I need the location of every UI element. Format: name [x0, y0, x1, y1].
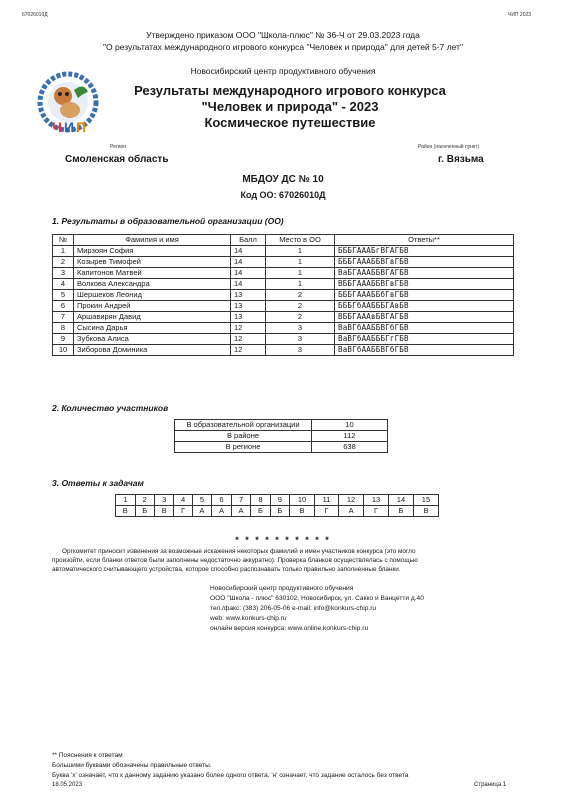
- organization-code: Код ОО: 67026010Д: [240, 190, 326, 200]
- answer-correct-letter: Б: [270, 506, 289, 517]
- participant-name: Прокин Андрей: [74, 301, 231, 312]
- answer-correct-letter: Б: [389, 506, 414, 517]
- col-name: Фамилия и имя: [74, 235, 231, 246]
- participant-name: Зиборова Доминика: [74, 345, 231, 356]
- answer-task-number: 4: [174, 495, 192, 506]
- contact-line: Новосибирский центр продуктивного обучения: [210, 585, 354, 592]
- row-number: 7: [53, 312, 74, 323]
- participant-name: Сысина Дарья: [74, 323, 231, 334]
- answer-task-number: 13: [364, 495, 389, 506]
- row-answers: ВББГАААББВГвГБВ: [335, 279, 514, 290]
- results-row: [53, 312, 514, 323]
- results-table: [52, 234, 514, 356]
- participants-row: [175, 420, 388, 431]
- contact-line: тел./факс: (383) 206-05-06 e-mail: info@konkurs-chip.ru: [210, 605, 377, 612]
- results-row: [53, 323, 514, 334]
- approval-line-1: Утверждено приказом ООО "Школа-плюс" № 36-Ч от 29.03.2023 года: [146, 30, 420, 40]
- row-score: 14: [231, 268, 266, 279]
- district-label: Район (населенный пункт): [418, 144, 480, 150]
- answer-correct-letter: Б: [251, 506, 270, 517]
- participant-name: Зубкова Алиса: [74, 334, 231, 345]
- answer-task-number: 12: [339, 495, 364, 506]
- row-answers: БББГАААБгВГАГБВ: [335, 246, 514, 257]
- section-3-title: 3. Ответы к задачам: [52, 478, 144, 488]
- answer-correct-letter: А: [339, 506, 364, 517]
- row-number: 1: [53, 246, 74, 257]
- row-answers: ВаВГбААБББГгГБВ: [335, 334, 514, 345]
- row-score: 12: [231, 323, 266, 334]
- contact-line: web: www.konkurs-chip.ru: [210, 615, 287, 622]
- row-answers: ВаБГАААББВГАГБВ: [335, 268, 514, 279]
- col-score: Балл: [231, 235, 266, 246]
- row-number: 6: [53, 301, 74, 312]
- svg-text:Ч: Ч: [52, 119, 62, 135]
- row-place: 1: [266, 246, 335, 257]
- answer-task-number: 11: [315, 495, 339, 506]
- row-number: 9: [53, 334, 74, 345]
- row-answers: ВаВГбААББВГбГБВ: [335, 345, 514, 356]
- footer-date: 18.05.2023: [52, 782, 83, 788]
- contact-line: ООО "Школа - плюс" 630102, Новосибирск, ул. Сакко и Ванцетти д.40: [210, 595, 424, 602]
- answer-correct-letter: Г: [364, 506, 389, 517]
- notes-line-1: Большими буквами обозначены правильные ответы.: [52, 762, 212, 769]
- apology-line-1: Оргкомитет приносит извинения за возможные искажения некоторых фамилий и имен участников конкурса (это могло: [62, 548, 416, 555]
- row-place: 1: [266, 257, 335, 268]
- row-number: 8: [53, 323, 74, 334]
- answer-task-number: 14: [389, 495, 414, 506]
- row-number: 2: [53, 257, 74, 268]
- results-header-row: [53, 235, 514, 246]
- participant-name: Аршавирян Давид: [74, 312, 231, 323]
- answer-correct-letter: В: [154, 506, 174, 517]
- organization-name: МБДОУ ДС № 10: [242, 174, 324, 185]
- participant-name: Козырев Тимофей: [74, 257, 231, 268]
- answer-correct-letter: А: [212, 506, 232, 517]
- answer-task-number: 6: [212, 495, 232, 506]
- answer-task-number: 8: [251, 495, 270, 506]
- participants-value: 112: [312, 431, 388, 442]
- answer-task-number: 9: [270, 495, 289, 506]
- answer-correct-letter: В: [290, 506, 315, 517]
- answer-task-number: 7: [231, 495, 251, 506]
- document-code: 67026010Д: [22, 12, 48, 18]
- row-number: 10: [53, 345, 74, 356]
- results-row: [53, 246, 514, 257]
- svg-text:И: И: [64, 119, 75, 135]
- notes-title: ** Пояснения к ответам: [52, 752, 123, 759]
- col-number: №: [53, 235, 74, 246]
- answer-task-number: 10: [290, 495, 315, 506]
- row-answers: БББГбААБББГАвБВ: [335, 301, 514, 312]
- participants-row: [175, 431, 388, 442]
- answer-letters-row: [116, 506, 439, 517]
- row-score: 12: [231, 345, 266, 356]
- answer-correct-letter: Г: [315, 506, 339, 517]
- results-row: [53, 345, 514, 356]
- title-line-3: Космическое путешествие: [204, 115, 376, 130]
- center-name: Новосибирский центр продуктивного обучения: [190, 66, 376, 76]
- row-place: 2: [266, 312, 335, 323]
- title-line-2: "Человек и природа" - 2023: [201, 99, 379, 114]
- participants-label: В образовательной организации: [175, 420, 312, 431]
- col-answers: Ответы**: [335, 235, 514, 246]
- region-label: Регион: [110, 144, 127, 150]
- answers-key-table: [115, 494, 439, 517]
- participant-name: Шершеков Леонид: [74, 290, 231, 301]
- apology-line-3: автоматического считывающего устройства, которое способно распознавать только правильно заполненные бланки.: [52, 566, 401, 573]
- results-row: [53, 334, 514, 345]
- row-number: 5: [53, 290, 74, 301]
- row-place: 3: [266, 323, 335, 334]
- row-score: 14: [231, 246, 266, 257]
- row-place: 1: [266, 279, 335, 290]
- row-answers: ВаВГбААББВГбГБВ: [335, 323, 514, 334]
- separator-stars: * * * * * * * * * *: [235, 535, 331, 545]
- svg-text:П: П: [76, 119, 87, 135]
- section-2-title: 2. Количество участников: [52, 403, 169, 413]
- participants-row: [175, 442, 388, 453]
- answer-task-number: 2: [135, 495, 154, 506]
- answer-task-number: 5: [192, 495, 212, 506]
- answer-correct-letter: В: [413, 506, 438, 517]
- participants-label: В регионе: [175, 442, 312, 453]
- participant-name: Капитонов Матвей: [74, 268, 231, 279]
- row-answers: БББГАААББВГвГБВ: [335, 257, 514, 268]
- row-answers: БББГАААББбГвГБВ: [335, 290, 514, 301]
- row-number: 4: [53, 279, 74, 290]
- participant-name: Волкова Александра: [74, 279, 231, 290]
- contacts-block: [210, 584, 424, 634]
- row-place: 3: [266, 345, 335, 356]
- notes-line-2: Буква 'х' означает, что к данному заданию указано более одного ответа, 'н' означает, что задание осталось без ответа: [52, 772, 409, 779]
- results-row: [53, 279, 514, 290]
- row-score: 14: [231, 257, 266, 268]
- participants-value: 10: [312, 420, 388, 431]
- answer-task-number: 15: [413, 495, 438, 506]
- approval-line-2: "О результатах международного игрового конкурса "Человек и природа" для детей 5-7 лет": [102, 42, 464, 52]
- participant-name: Мирзоян София: [74, 246, 231, 257]
- participants-value: 638: [312, 442, 388, 453]
- answer-task-number: 1: [116, 495, 136, 506]
- contact-line: онлайн версия конкурса: www.online.konkurs-chip.ru: [210, 625, 369, 632]
- row-score: 12: [231, 334, 266, 345]
- answer-task-number: 3: [154, 495, 174, 506]
- results-row: [53, 257, 514, 268]
- district-value: г. Вязьма: [438, 154, 484, 165]
- answer-numbers-row: [116, 495, 439, 506]
- row-place: 2: [266, 290, 335, 301]
- row-place: 3: [266, 334, 335, 345]
- row-answers: ВББГАААвБВГАГБВ: [335, 312, 514, 323]
- participants-table: [174, 419, 388, 453]
- results-row: [53, 290, 514, 301]
- row-place: 2: [266, 301, 335, 312]
- row-score: 14: [231, 279, 266, 290]
- answer-correct-letter: А: [231, 506, 251, 517]
- answer-correct-letter: В: [116, 506, 136, 517]
- footer-page-number: Страница 1: [474, 782, 507, 788]
- answer-correct-letter: А: [192, 506, 212, 517]
- title-line-1: Результаты международного игрового конкурса: [134, 83, 446, 98]
- results-row: [53, 268, 514, 279]
- row-score: 13: [231, 312, 266, 323]
- answer-correct-letter: Г: [174, 506, 192, 517]
- section-1-title: 1. Результаты в образовательной организации (ОО): [52, 216, 284, 226]
- row-score: 13: [231, 301, 266, 312]
- answer-correct-letter: Б: [135, 506, 154, 517]
- participants-label: В районе: [175, 431, 312, 442]
- contest-code: ЧИП 2023: [508, 12, 532, 18]
- results-row: [53, 301, 514, 312]
- row-score: 13: [231, 290, 266, 301]
- apology-line-2: произойти, если бланки ответов были заполнены недостаточно аккуратно). Проверка бланков осуществлялась с помощью: [52, 557, 418, 564]
- row-number: 3: [53, 268, 74, 279]
- row-place: 1: [266, 268, 335, 279]
- col-place: Место в ОО: [266, 235, 335, 246]
- region-value: Смоленская область: [65, 154, 169, 165]
